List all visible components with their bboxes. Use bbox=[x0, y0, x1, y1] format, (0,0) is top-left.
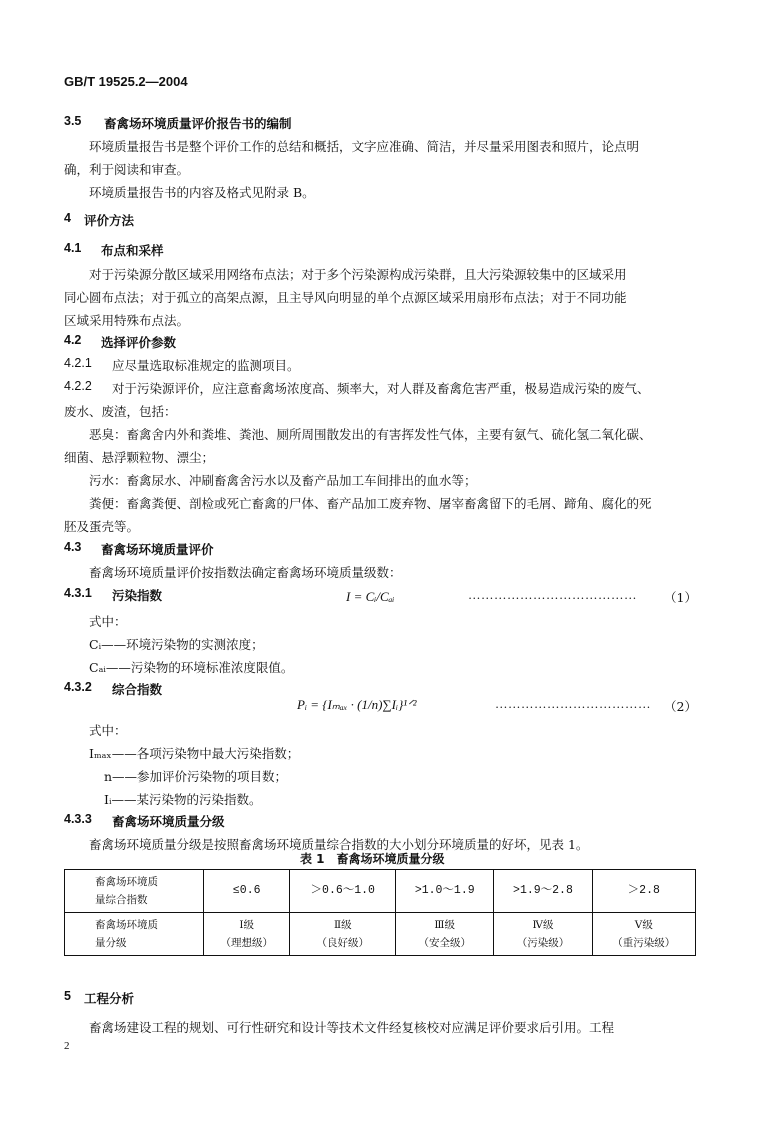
section-5-number: 5 bbox=[64, 989, 71, 1003]
page-number: 2 bbox=[64, 1040, 70, 1052]
table-cell bbox=[204, 913, 290, 956]
table-row bbox=[65, 870, 696, 913]
formula-2-number: （2） bbox=[664, 699, 697, 714]
section-4-1-line2: 同心圆布点法；对于孤立的高架点源，且主导风向明显的单个点源区域采用扇形布点法；对于不同功能 bbox=[64, 290, 627, 305]
section-4-2-2-line1: 对于污染源评价，应注意畜禽场浓度高、频率大，对人群及畜禽危害严重，极易造成污染的废气、 bbox=[112, 381, 650, 396]
section-4-1-line3: 区域采用特殊布点法。 bbox=[64, 313, 190, 328]
table-1-caption: 表 1 畜禽场环境质量分级 bbox=[300, 852, 445, 866]
section-3-5-title: 畜禽场环境质量评价报告书的编制 bbox=[104, 116, 292, 131]
grade-level: Ⅲ级 bbox=[434, 919, 456, 931]
section-4-3-1-number: 4.3.1 bbox=[64, 586, 92, 600]
table-row-header-line1: 畜禽场环境质 bbox=[95, 919, 158, 931]
table-row-header bbox=[65, 870, 204, 913]
table-cell bbox=[592, 913, 695, 956]
table-cell bbox=[396, 913, 494, 956]
table-cell bbox=[290, 913, 396, 956]
section-4-3-2-title: 综合指数 bbox=[112, 682, 163, 697]
section-4-2-1-number: 4.2.1 bbox=[64, 356, 92, 370]
section-4-2-1-text: 应尽量选取标准规定的监测项目。 bbox=[112, 358, 300, 373]
formula-1-def-cai: Cₐᵢ——污染物的环境标准浓度限值。 bbox=[89, 660, 294, 675]
section-4-3-1-title: 污染指数 bbox=[112, 588, 163, 603]
section-3-5-number: 3.5 bbox=[64, 114, 82, 128]
section-5-text: 畜禽场建设工程的规划、可行性研究和设计等技术文件经复核校对应满足评价要求后引用。工程 bbox=[89, 1020, 615, 1035]
section-4-3-3-text: 畜禽场环境质量分级是按照畜禽场环境质量综合指数的大小划分环境质量的好坏，见表 1。 bbox=[89, 837, 589, 852]
section-4-3-3-number: 4.3.3 bbox=[64, 812, 92, 826]
table-cell: >1.9～2.8 bbox=[494, 870, 592, 913]
formula-2-def-imax: Iₘₐₓ——各项污染物中最大污染指数； bbox=[89, 746, 300, 761]
formula-1-number: （1） bbox=[664, 590, 697, 605]
formula-2-where: 式中： bbox=[89, 723, 127, 738]
section-4-2-2-number: 4.2.2 bbox=[64, 379, 92, 393]
section-5-title: 工程分析 bbox=[84, 991, 135, 1006]
section-4-number: 4 bbox=[64, 211, 71, 225]
formula-1-leader: ………………………………… bbox=[468, 588, 637, 602]
manure-line2: 胚及蛋壳等。 bbox=[64, 519, 140, 534]
table-cell bbox=[494, 913, 592, 956]
odor-line2: 细菌、悬浮颗粒物、漂尘； bbox=[64, 450, 215, 465]
section-4-2-2-line2: 废水、废渣，包括： bbox=[64, 404, 177, 419]
table-cell: ＞2.8 bbox=[592, 870, 695, 913]
section-4-3-3-title: 畜禽场环境质量分级 bbox=[112, 814, 225, 829]
section-4-3-title: 畜禽场环境质量评价 bbox=[101, 542, 214, 557]
section-3-5-paragraph-line1: 环境质量报告书是整个评价工作的总结和概括，文字应准确、简洁，并尽量采用图表和照片，论点明 bbox=[89, 139, 640, 154]
table-cell: ＞0.6～1.0 bbox=[290, 870, 396, 913]
odor-line1: 恶臭：畜禽舍内外和粪堆、粪池、厕所周围散发出的有害挥发性气体，主要有氨气、硫化氢二氧化碳、 bbox=[89, 427, 652, 442]
grade-level: Ⅴ级 bbox=[634, 919, 653, 931]
section-4-1-line1: 对于污染源分散区域采用网络布点法；对于多个污染源构成污染群，且大污染源较集中的区域采用 bbox=[89, 267, 627, 282]
section-3-5-appendix-note: 环境质量报告书的内容及格式见附录 B。 bbox=[89, 185, 315, 200]
section-4-1-number: 4.1 bbox=[64, 241, 82, 255]
grade-desc: （理想级） bbox=[220, 937, 273, 949]
standard-number: GB/T 19525.2—2004 bbox=[64, 74, 188, 89]
grade-desc: （污染级） bbox=[516, 937, 570, 949]
grade-level: Ⅰ级 bbox=[239, 919, 255, 931]
section-4-3-text: 畜禽场环境质量评价按指数法确定畜禽场环境质量级数： bbox=[89, 565, 402, 580]
table-row-header-line2: 量分级 bbox=[95, 937, 127, 949]
table-row-header-line2: 量综合指数 bbox=[95, 894, 148, 906]
table-row bbox=[65, 913, 696, 956]
grade-level: Ⅳ级 bbox=[532, 919, 554, 931]
grade-desc: （重污染级） bbox=[612, 937, 676, 949]
formula-1-def-ci: Cᵢ——环境污染物的实测浓度； bbox=[89, 637, 264, 652]
grade-table bbox=[64, 869, 696, 956]
grade-desc: （安全级） bbox=[418, 937, 471, 949]
grade-desc: （良好级） bbox=[316, 937, 370, 949]
formula-2-def-ii: Iᵢ——某污染物的污染指数。 bbox=[104, 792, 262, 807]
formula-1-where: 式中： bbox=[89, 614, 127, 629]
table-cell: ≤0.6 bbox=[204, 870, 290, 913]
section-4-2-number: 4.2 bbox=[64, 333, 82, 347]
manure-line1: 粪便：畜禽粪便、剖检或死亡畜禽的尸体、畜产品加工废弃物、屠宰畜禽留下的毛屑、蹄角、腐化的死 bbox=[89, 496, 652, 511]
section-4-2-title: 选择评价参数 bbox=[101, 335, 177, 350]
formula-2-def-n: n——参加评价污染物的项目数； bbox=[104, 769, 288, 784]
table-row-header bbox=[65, 913, 204, 956]
section-4-3-2-number: 4.3.2 bbox=[64, 680, 92, 694]
formula-2: Pᵢ = {Iₘₐₓ · (1/n)∑Iᵢ}¹ᐟ² bbox=[297, 697, 417, 712]
section-3-5-paragraph-line2: 确，利于阅读和审查。 bbox=[64, 162, 190, 177]
section-4-title: 评价方法 bbox=[84, 213, 135, 228]
formula-1: I = Cᵢ/Cₐᵢ bbox=[346, 589, 395, 604]
section-4-3-number: 4.3 bbox=[64, 540, 82, 554]
sewage-line: 污水：畜禽尿水、冲刷畜禽舍污水以及畜产品加工车间排出的血水等； bbox=[89, 473, 477, 488]
table-row-header-line1: 畜禽场环境质 bbox=[95, 876, 158, 888]
formula-2-leader: ……………………………… bbox=[495, 697, 651, 711]
table-cell: >1.0～1.9 bbox=[396, 870, 494, 913]
grade-level: Ⅱ级 bbox=[333, 919, 352, 931]
section-4-1-title: 布点和采样 bbox=[101, 243, 164, 258]
